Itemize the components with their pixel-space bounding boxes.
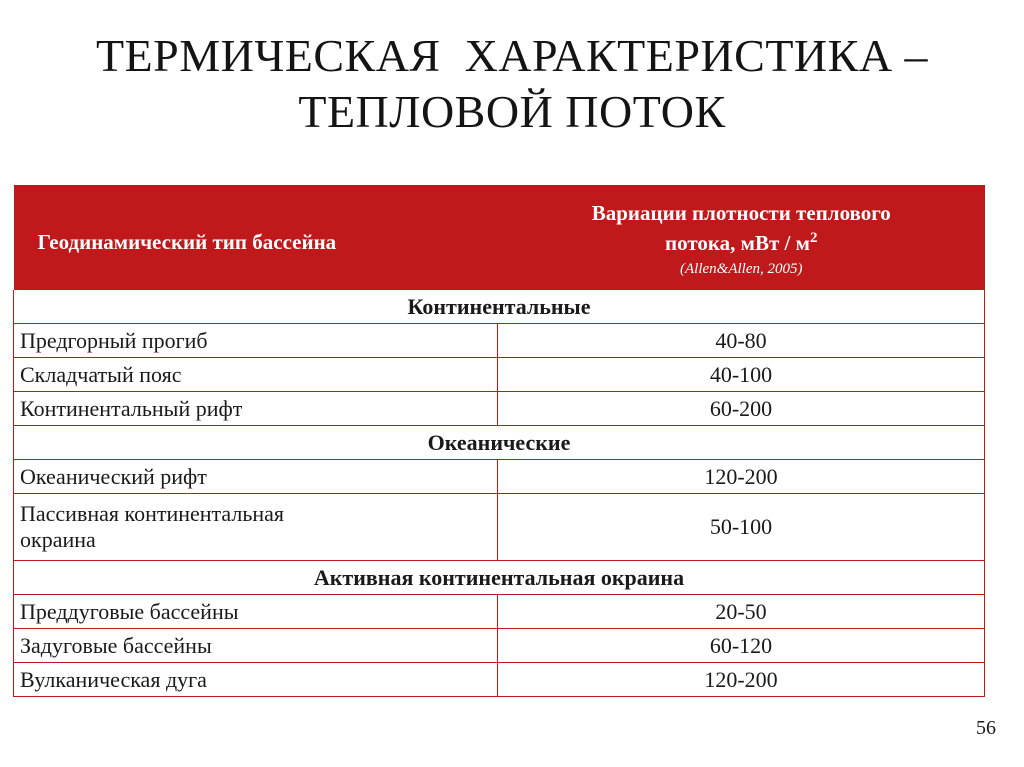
column-header-basin-type-label: Геодинамический тип бассейна [37, 230, 337, 254]
column-header-source: (Allen&Allen, 2005) [680, 260, 803, 277]
slide-title-line-2: ТЕПЛОВОЙ ПОТОК [298, 86, 726, 137]
heat-flow-cell: 20-50 [498, 595, 985, 629]
unit-superscript: 2 [809, 229, 818, 246]
heat-flow-cell: 40-100 [498, 358, 985, 392]
group-row-active-margin [14, 561, 985, 595]
basin-type-cell: Океанический рифт [14, 460, 498, 494]
basin-type-cell [14, 494, 498, 561]
table-body [14, 290, 985, 697]
slide-title-line-1: ТЕРМИЧЕСКАЯ ХАРАКТЕРИСТИКА – [95, 30, 929, 81]
table-row [14, 324, 985, 358]
table-row [14, 494, 985, 561]
group-label: Континентальные [14, 290, 985, 324]
heat-flow-cell: 60-120 [498, 629, 985, 663]
page-number: 56 [976, 717, 996, 739]
column-header-heat-flow [498, 185, 985, 290]
heat-flow-cell: 50-100 [498, 494, 985, 561]
group-row-continental [14, 290, 985, 324]
table-row [14, 392, 985, 426]
heat-flow-cell: 120-200 [498, 663, 985, 697]
table-header-row [14, 185, 985, 290]
column-header-heat-flow-line-1: Вариации плотности теплового [591, 200, 891, 225]
basin-type-cell: Континентальный рифт [14, 392, 498, 426]
basin-type-cell: Вулканическая дуга [14, 663, 498, 697]
table-row [14, 663, 985, 697]
heat-flow-table-container [13, 185, 984, 697]
basin-type-cell: Складчатый пояс [14, 358, 498, 392]
table-row [14, 460, 985, 494]
basin-type-line-2: окраина [20, 527, 96, 552]
table-header [14, 185, 985, 290]
heat-flow-table [13, 185, 985, 697]
table-row [14, 358, 985, 392]
table-row [14, 629, 985, 663]
group-label: Активная континентальная окраина [14, 561, 985, 595]
basin-type-line-1: Пассивная континентальная [20, 501, 285, 526]
basin-type-cell: Задуговые бассейны [14, 629, 498, 663]
basin-type-cell: Предгорный прогиб [14, 324, 498, 358]
table-row [14, 595, 985, 629]
column-header-basin-type [14, 185, 498, 290]
basin-type-cell: Преддуговые бассейны [14, 595, 498, 629]
heat-flow-cell: 40-80 [498, 324, 985, 358]
slide-title [0, 28, 1024, 140]
group-row-oceanic [14, 426, 985, 460]
column-header-heat-flow-line-2: потока, мВт / м [665, 230, 810, 255]
heat-flow-cell: 60-200 [498, 392, 985, 426]
heat-flow-cell: 120-200 [498, 460, 985, 494]
group-label: Океанические [14, 426, 985, 460]
